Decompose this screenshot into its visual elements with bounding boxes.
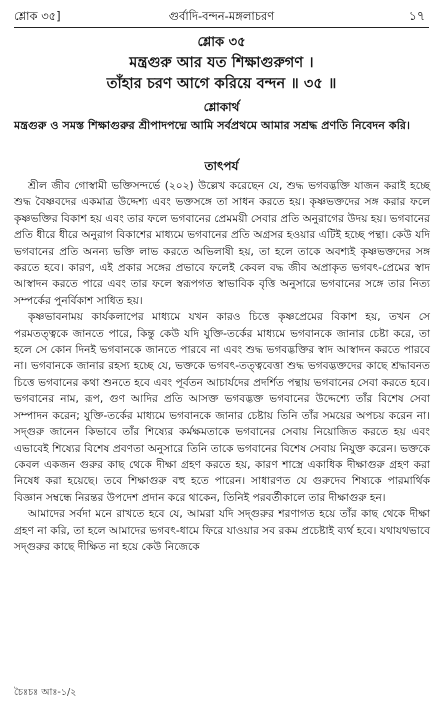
page-number: ১৭ xyxy=(408,8,425,23)
signature-mark: চৈঃচঃ আঃ-১/২ xyxy=(14,687,77,698)
translation-title: শ্লোকার্থ xyxy=(203,100,240,114)
header-verse-ref: শ্লোক ৩৫] xyxy=(14,9,61,23)
purport-body xyxy=(14,178,430,555)
header-chapter-title: গুর্বাদি-বন্দন-মঙ্গলাচরণ xyxy=(168,9,275,23)
verse-line-2: তাঁহার চরণ আগে করিয়ে বন্দন ॥ ৩৫ ॥ xyxy=(106,76,337,92)
header-divider xyxy=(14,27,429,28)
purport-paragraph: আমাদের সর্বদা মনে রাখতে হবে যে, আমরা যদি সদ্গুরুর শরণাগত হয়ে তাঁর কাছ থেকে দীক্ষা গ্রহণ না করি, তা হলে আমাদের ভগবৎ-ধামে ফিরে যাওয়ার সব রকম প্রচেষ্টাই ব্যর্থ হবে। যথাযথভাবে সদ্গুরুর কাছে দীক্ষিত না হয়ে কেউ নিজেকে xyxy=(14,508,430,553)
verse-line-1: মন্ত্রগুরু আর যত শিক্ষাগুরুগণ । xyxy=(129,55,314,71)
translation-text: মন্ত্রগুরু ও সমস্ত শিক্ষাগুরুর শ্রীপাদপদ্মে আমি সর্বপ্রথমে আমার সশ্রদ্ধ প্রণতি নিবেদন করি। xyxy=(14,119,411,132)
verse-number: শ্লোক ৩৫ xyxy=(197,35,246,50)
purport-title: তাৎপর্য xyxy=(204,159,239,173)
purport-paragraph: কৃষ্ণভাবনাময় কার্যকলাপের মাধ্যমে যখন কারও চিত্তে কৃষ্ণপ্রেমের বিকাশ হয়, তখন সে পরমতত্ত্বকে জানতে পারে, কিন্তু কেউ যদি যুক্তি-তর্কের মাধ্যমে ভগবানকে জানার চেষ্টা করে, তা হলে সে কোন দিনই ভগবানকে জানতে পারবে না এবং শুদ্ধ ভগবদ্ভক্তির স্বাদ আস্বাদন করতে পারবে না। ভগবানকে জানার রহস্য হচ্ছে যে, ভক্তকে ভগবৎ-তত্ত্ববেত্তা শুদ্ধ ভগবদ্ভক্তদের কাছে শ্রদ্ধাবনত চিত্তে ভগবানের কথা শুনতে হবে এবং পূর্বতন আচার্যদের প্রদর্শিত পন্থায় ভগবানের সেবা করতে হবে। ভগবানের নাম, রূপ, গুণ আদির প্রতি আসক্ত ভগবদ্ভক্ত ভগবানের উদ্দেশ্যে তাঁর বিশেষ সেবা সম্পাদন করেন; যুক্তি-তর্কের মাধ্যমে ভগবানকে জানার চেষ্টায় তিনি তাঁর সময়ের অপচয় করেন না। সদ্গুরু জানেন কিভাবে তাঁর শিষ্যের কর্মক্ষমতাকে ভগবানের সেবায় নিয়োজিত করতে হয় এবং এভাবেই শিষ্যের বিশেষ প্রবণতা অনুসারে তিনি তাকে ভগবানের বিশেষ সেবায় নিযুক্ত করেন। ভক্তকে কেবল একজন গুরুর কাছ থেকে দীক্ষা গ্রহণ করতে হয়, কারণ শাস্ত্রে একাধিক দীক্ষাগুরু গ্রহণ করা নিষেধ করা হয়েছে। তবে শিক্ষাগুরু বহু হতে পারেন। সাধারণত যে গুরুদেব শিষ্যকে পারমার্থিক বিজ্ঞান সম্বন্ধে নিরন্তর উপদেশ প্রদান করে থাকেন, তিনিই পরবর্তীকালে তার দীক্ষাগুরু হন। xyxy=(14,311,430,504)
running-header xyxy=(14,8,429,28)
purport-paragraph: শ্রীল জীব গোস্বামী ভক্তিসন্দর্ভে (২০২) উল্লেখ করেছেন যে, শুদ্ধ ভগবদ্ভক্তি যাজন করাই হচ্ছে শুদ্ধ বৈষ্ণবদের একমাত্র উদ্দেশ্য এবং ভক্তসঙ্গে তা সাধন করতে হয়। কৃষ্ণভক্তদের সঙ্গ করার ফলে কৃষ্ণভক্তির বিকাশ হয় এবং তার ফলে ভগবানের প্রেমময়ী সেবার প্রতি অনুরাগের উদয় হয়। ভগবানের প্রতি ধীরে ধীরে অনুরাগ বিকাশের মাধ্যমে ভগবানের প্রতি অগ্রসর হওয়ার এটিই হচ্ছে পন্থা। কেউ যদি ভগবানের প্রতি অনন্য ভক্তি লাভ করতে অভিলাষী হয়, তা হলে তাকে অবশ্যই কৃষ্ণভক্তদের সঙ্গ করতে হবে। কারণ, এই প্রকার সঙ্গের প্রভাবে ফলেই কেবল বদ্ধ জীব অপ্রাকৃত ভগবৎ-প্রেমের স্বাদ আস্বাদন করতে পারে এবং তার ফলে স্বরূপগত স্বাভাবিক বৃত্তি অনুসারে ভগবানের সঙ্গে তার নিত্য সম্পর্কের পুনর্বিকাশ সাধিত হয়। xyxy=(14,180,430,307)
